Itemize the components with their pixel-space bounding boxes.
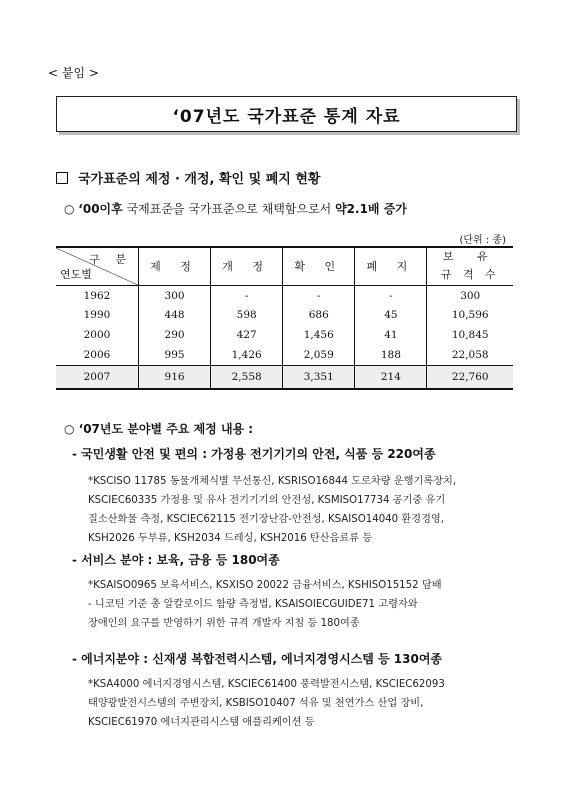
detail-line: 태양광발전시스템의 주변장치, KSBISO10407 석유 및 천연가스 산업 장비, [88,698,424,709]
header-confirmed: 확 인 [283,247,355,285]
cell-abolished: 41 [355,325,427,345]
cell-enacted: 300 [139,285,211,305]
note-bold: 약2.1배 증가 [335,202,407,216]
cell-enacted: 916 [139,365,211,389]
cell-abolished: 214 [355,365,427,389]
cell-revised: 598 [211,305,283,325]
item-title-service: - 서비스 분야 : 보육, 금융 등 180여종 [72,553,280,567]
standards-table [56,246,513,390]
table-row [56,285,513,305]
checkbox-square-icon [56,172,68,184]
cell-revised: 2,558 [211,365,283,389]
cell-year: 2000 [83,329,111,341]
item-title-energy: - 에너지분야 : 신재생 복합전력시스템, 에너지경영시스템 등 130여종 [72,652,443,666]
cell-year: 1990 [83,309,111,321]
cell-revised: 1,426 [211,345,283,365]
table-row [56,345,513,365]
cell-confirmed: 2,059 [283,345,355,365]
table-header-row [56,247,513,285]
section-heading-text: 국가표준의 제정 · 개정, 확인 및 폐지 현황 [78,172,321,187]
cell-abolished: 45 [355,305,427,325]
cell-year: 2007 [56,365,139,389]
cell-abolished: 188 [355,345,427,365]
header-revised: 개 정 [211,247,283,285]
detail-line: *KSCISO 11785 동물개체식별 무선통신, KSRISO16844 도로차량 운행기록장치, [88,476,457,487]
cell-enacted: 995 [139,345,211,365]
item-detail-energy [88,675,516,732]
cell-year: 1962 [83,290,111,303]
detail-line: 질소산화물 측정, KSCIEC62115 전기장난감-안전성, KSAISO14040 환경경영, [88,514,444,525]
cell-enacted: 290 [139,325,211,345]
corner-header-cell [56,247,139,285]
document-title [56,96,517,132]
cell-revised: - [211,285,283,305]
subsection-heading: ○ ‘07년도 분야별 주요 제정 내용 : [64,422,254,436]
cell-holdings: 10,596 [427,305,513,325]
detail-line: KSH2026 두부류, KSH2034 드레싱, KSH2016 탄산음료류 등 [88,533,373,544]
detail-line: *KSAISO0965 보육서비스, KSXISO 20022 금융서비스, KSHISO15152 담배 [88,580,442,591]
attachment-label: < 붙임 > [48,66,99,80]
corner-bottom-label: 연도별 [60,267,92,281]
table-row [56,305,513,325]
unit-label: (단위 : 종) [459,235,506,246]
cell-confirmed: - [283,285,355,305]
item-detail-safety [88,472,516,548]
table-row [56,325,513,345]
item-detail-service [88,576,516,633]
cell-confirmed: 3,351 [283,365,355,389]
cell-revised: 427 [211,325,283,345]
note-text: 국제표준을 국가표준으로 채택함으로서 [122,202,336,216]
detail-line: 장애인의 요구를 반영하기 위한 규격 개발자 지침 등 180여종 [88,618,360,629]
header-holdings [427,247,513,285]
table-row-highlighted [56,365,513,389]
cell-confirmed: 1,456 [283,325,355,345]
header-holdings-bottom: 규 격 수 [440,268,500,282]
cell-abolished: - [355,285,427,305]
detail-line: *KSA4000 에너지경영시스템, KSCIEC61400 풍력발전시스템, KSCIEC62093 [88,679,445,690]
note-prefix: ○ [64,202,79,216]
cell-holdings: 22,058 [427,345,513,365]
corner-top-label: 구 분 [89,253,132,266]
section-heading [56,168,321,187]
note-year: ‘00이후 [78,202,123,216]
item-title-safety: - 국민생활 안전 및 편의 : 가정용 전기기기의 안전, 식품 등 220여종 [72,447,436,461]
detail-line: KSCIEC60335 가정용 및 유사 전기기기의 안전성, KSMISO17734 공기중 유기 [88,495,446,506]
cell-enacted: 448 [139,305,211,325]
growth-note [64,200,407,217]
header-abolished: 폐 지 [355,247,427,285]
detail-line: KSCIEC61970 에너지관리시스템 애플리케이션 등 [88,717,315,728]
header-holdings-top: 보 유 [442,250,498,264]
header-enacted: 제 정 [139,247,211,285]
cell-holdings: 300 [427,285,513,305]
detail-line: - 니코틴 기준 총 알칼로이드 함량 측정법, KSAISOIECGUIDE71 고령자와 [88,599,418,610]
cell-year: 2006 [83,348,111,361]
cell-holdings: 10,845 [427,325,513,345]
document-title-text: ‘07년도 국가표준 통계 자료 [172,106,401,127]
cell-confirmed: 686 [283,305,355,325]
cell-holdings: 22,760 [427,365,513,389]
